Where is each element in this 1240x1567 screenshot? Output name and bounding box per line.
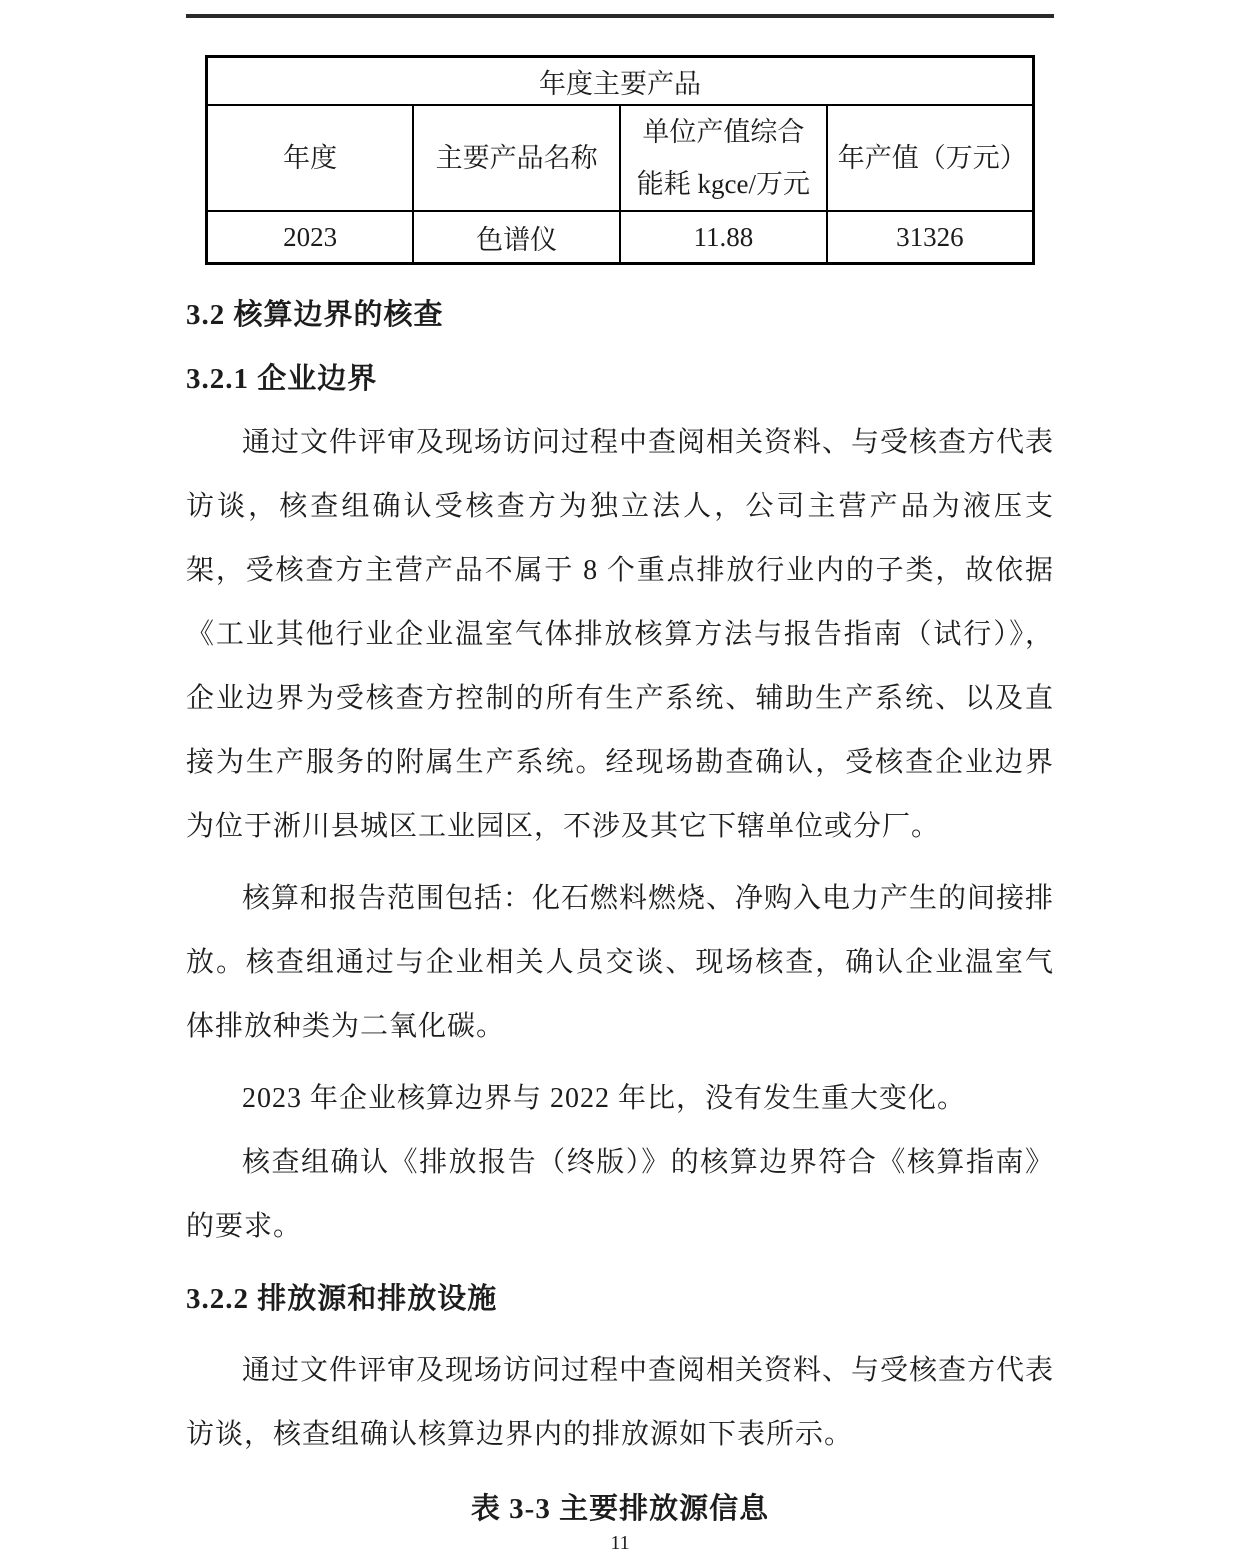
paragraph-boundary-change: 2023 年企业核算边界与 2022 年比，没有发生重大变化。	[242, 1083, 967, 1114]
paragraph-enterprise-boundary-1: 通过文件评审及现场访问过程中查阅相关资料、与受核查方代表访谈，核查组确认受核查方为独立法人，公司主营产品为液压支架，受核查方主营产品不属于 8 个重点排放行业内的子类，故依据《工业其他行业企业温室气体排放核算方法与报告指南（试行）》，企业边界为受核查方控制的所有生产系统、辅助生产系统、以及直接为生产服务的附属生产系统。经现场勘查确认，受核查企业边界为位于淅川县城区工业园区，不涉及其它下辖单位或分厂。	[186, 427, 1055, 842]
table-3-3-caption: 表 3-3 主要排放源信息	[470, 1493, 770, 1525]
col-header-energy-intensity: 单位产值综合能耗 kgce/万元	[620, 105, 827, 211]
section-heading-3-2-2: 3.2.2 排放源和排放设施	[186, 1283, 498, 1315]
page-content	[186, 55, 1054, 1541]
cell-year: 2023	[207, 211, 414, 264]
table-title-row	[207, 57, 1034, 106]
paragraph-accounting-scope: 核算和报告范围包括：化石燃料燃烧、净购入电力产生的间接排放。核查组通过与企业相关人员交谈、现场核查，确认企业温室气体排放种类为二氧化碳。	[186, 883, 1055, 1042]
col-header-product-name: 主要产品名称	[413, 105, 620, 211]
paragraph-boundary-conformity: 核查组确认《排放报告（终版）》的核算边界符合《核算指南》的要求。	[186, 1147, 1054, 1242]
page-header-rule	[186, 14, 1054, 18]
col-header-annual-output: 年产值（万元）	[827, 105, 1034, 211]
annual-products-table	[205, 55, 1035, 265]
table-title: 年度主要产品	[207, 57, 1034, 106]
cell-annual-output: 31326	[827, 211, 1034, 264]
table-header-row	[207, 105, 1034, 211]
paragraph-emission-sources: 通过文件评审及现场访问过程中查阅相关资料、与受核查方代表访谈，核查组确认核算边界内的排放源如下表所示。	[186, 1355, 1055, 1450]
col-header-year: 年度	[207, 105, 414, 211]
section-heading-3-2: 3.2 核算边界的核查	[186, 299, 444, 331]
cell-energy-intensity: 11.88	[620, 211, 827, 264]
table-row	[207, 211, 1034, 264]
cell-product-name: 色谱仪	[413, 211, 620, 264]
section-heading-3-2-1: 3.2.1 企业边界	[186, 363, 378, 395]
page-number: 11	[610, 1532, 630, 1554]
